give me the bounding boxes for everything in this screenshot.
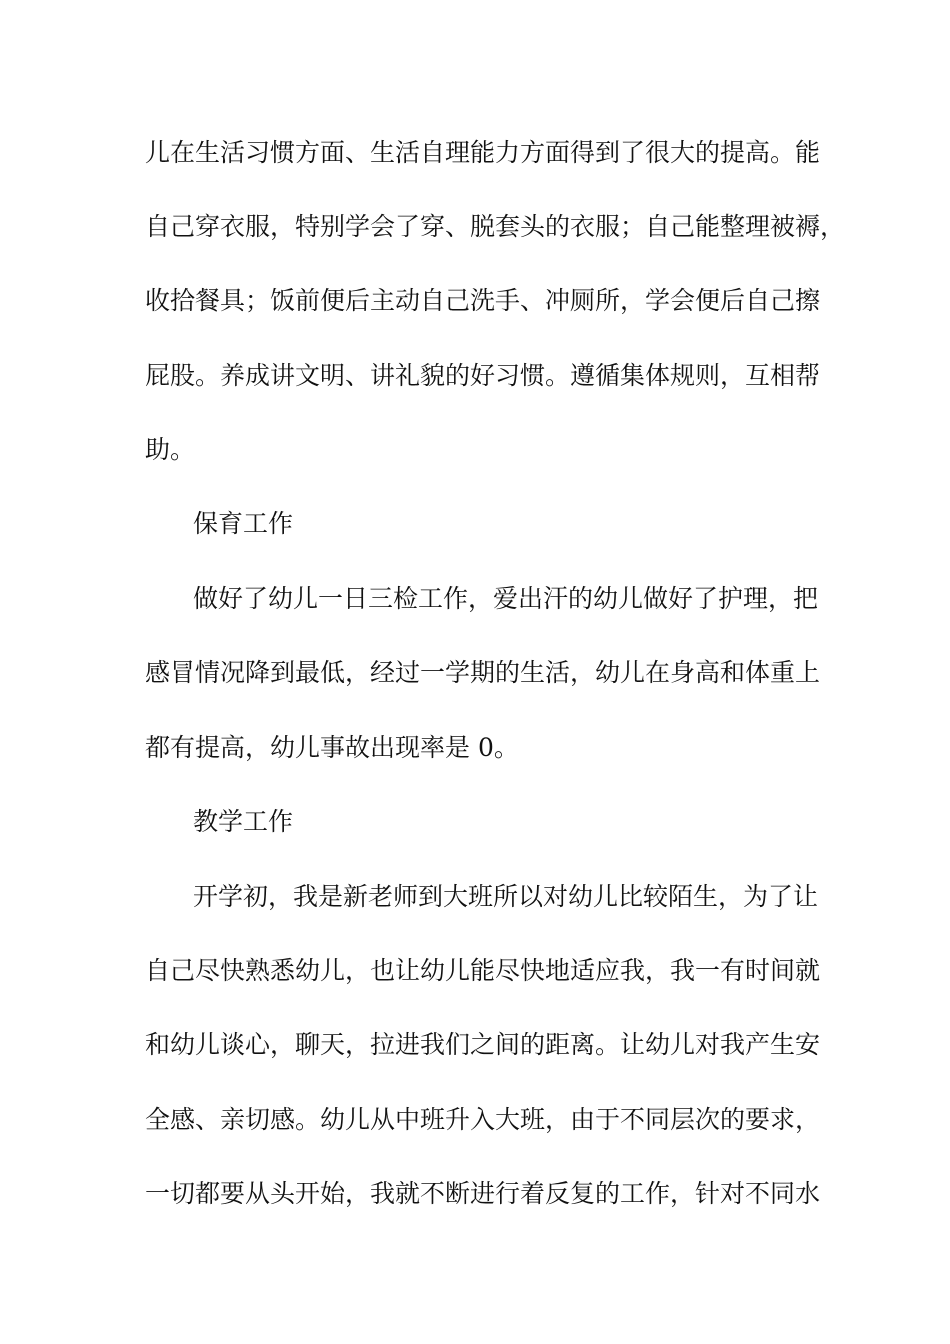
paragraph-line: 助。 — [145, 435, 196, 464]
paragraph-line: 和幼儿谈心，聊天，拉进我们之间的距离。让幼儿对我产生安 — [145, 1030, 821, 1059]
paragraph-line: 儿在生活习惯方面、生活自理能力方面得到了很大的提高。能 — [145, 138, 821, 167]
paragraph-line: 自己尽快熟悉幼儿，也让幼儿能尽快地适应我，我一有时间就 — [145, 956, 821, 985]
section-heading-care: 保育工作 — [193, 509, 294, 538]
paragraph-line: 屁股。养成讲文明、讲礼貌的好习惯。遵循集体规则，互相帮 — [145, 361, 821, 390]
paragraph-line: 一切都要从头开始，我就不断进行着反复的工作，针对不同水 — [145, 1179, 821, 1208]
paragraph-line: 收拾餐具；饭前便后主动自己洗手、冲厕所，学会便后自己擦 — [145, 286, 821, 315]
paragraph-line: 自己穿衣服，特别学会了穿、脱套头的衣服；自己能整理被褥， — [145, 212, 846, 241]
paragraph-line: 开学初，我是新老师到大班所以对幼儿比较陌生，为了让 — [193, 882, 819, 911]
section-heading-teaching: 教学工作 — [193, 807, 294, 836]
paragraph-line: 全感、亲切感。幼儿从中班升入大班，由于不同层次的要求， — [145, 1105, 821, 1134]
paragraph-line: 做好了幼儿一日三检工作，爱出汗的幼儿做好了护理，把 — [193, 584, 819, 613]
paragraph-line: 都有提高，幼儿事故出现率是 0。 — [145, 733, 519, 762]
paragraph-line: 感冒情况降到最低，经过一学期的生活，幼儿在身高和体重上 — [145, 658, 821, 687]
